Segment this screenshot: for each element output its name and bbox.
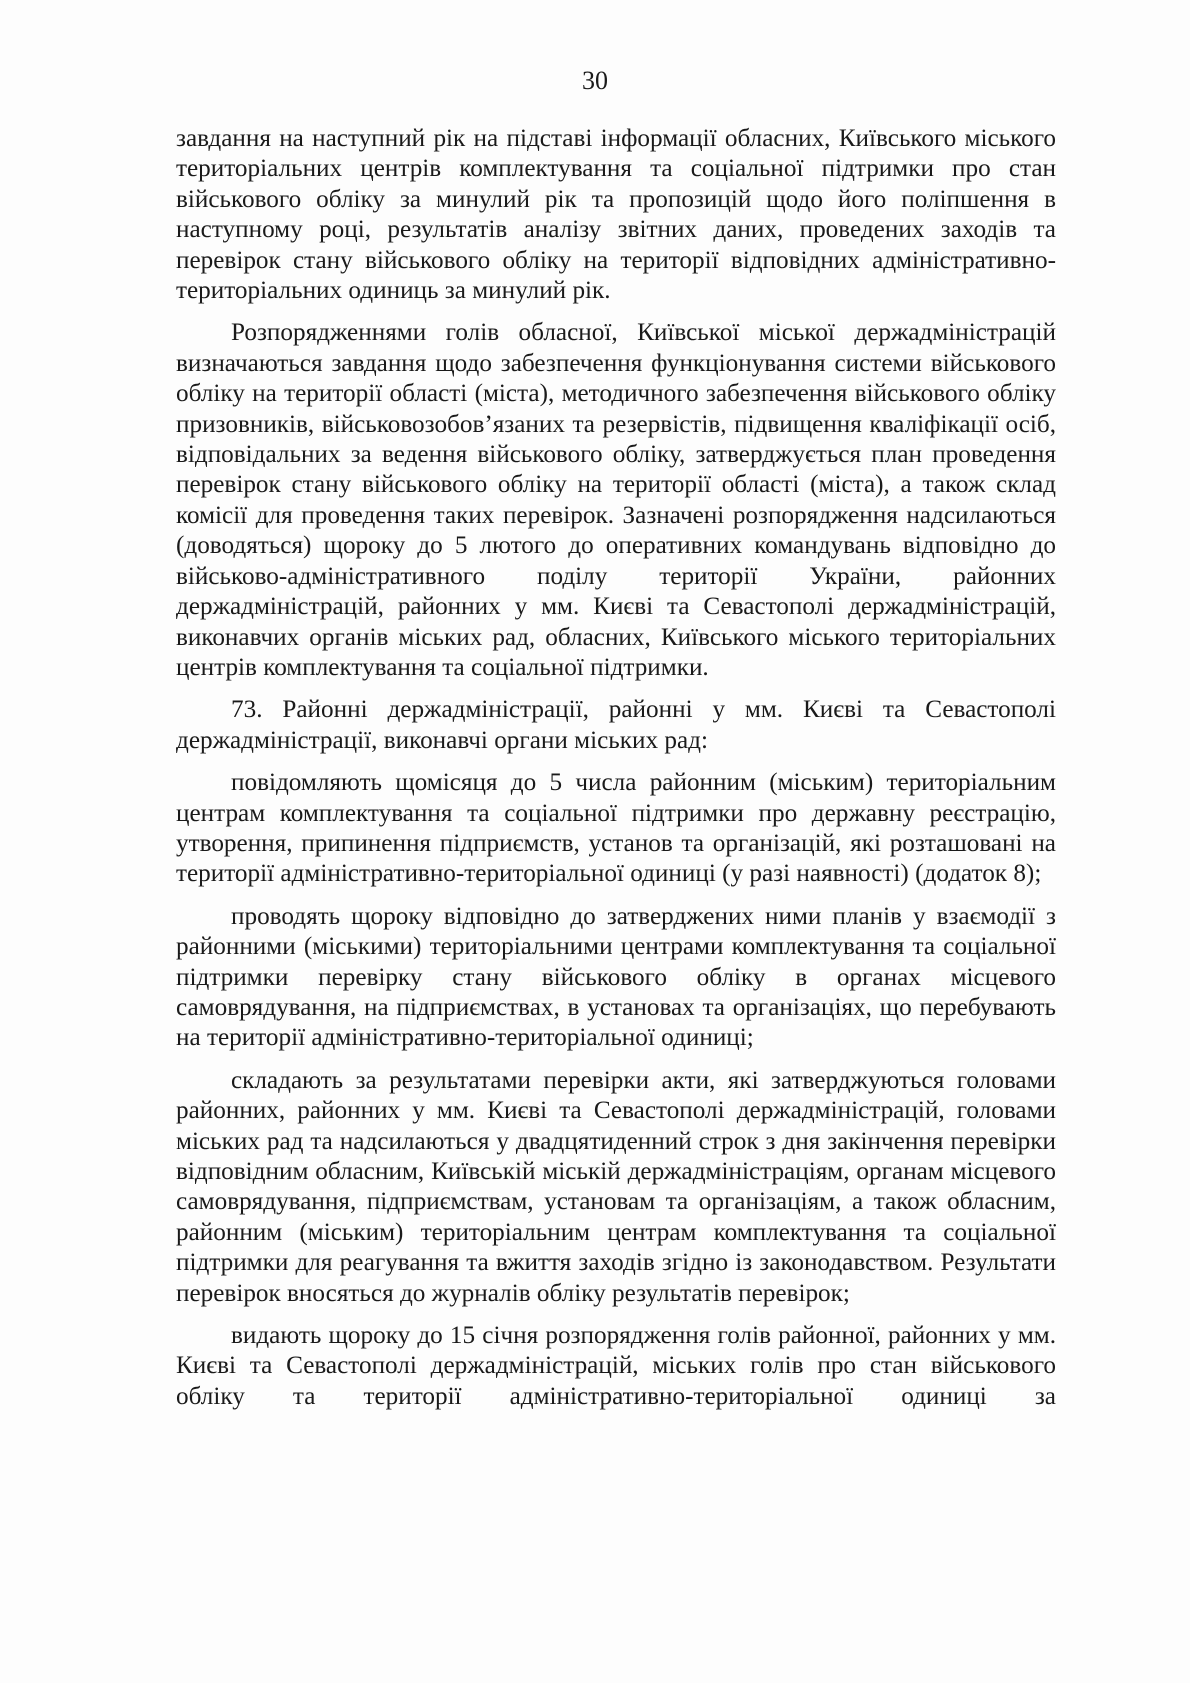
page-number: 30 <box>582 66 608 95</box>
paragraph-acts: складають за результатами перевірки акти, які затверджуються головами районних, районних у мм. Києві та Севастополі держадміністрацій, головами міських рад та надсилаються у двадцятиденний строк з дня закінчення перевірки відповідним обласним, Київській міській держадміністраціям, органам місцевого самоврядування, підприємствам, установам та організаціям, а також обласним, районним (міським) територіальним центрам комплектування та соціальної підтримки для реагування та вжиття заходів згідно із законодавством. Результати перевірок вносяться до журналів обліку результатів перевірок; <box>176 1066 1056 1307</box>
document-body <box>176 124 1056 1424</box>
paragraph-item-73: 73. Районні держадміністрації, районні у мм. Києві та Севастополі держадміністрації, виконавчі органи міських рад: <box>176 696 1056 754</box>
paragraph-orders-annual: видають щороку до 15 січня розпорядження голів районної, районних у мм. Києві та Севастополі держадміністрацій, міських голів про стан військового обліку та території адміністративно-територіальної одиниці за <box>176 1322 1056 1410</box>
paragraph-notify: повідомляють щомісяця до 5 числа районним (міським) територіальним центрам комплектування та соціальної підтримки про державну реєстрацію, утворення, припинення підприємств, установ та організацій, які розташовані на території адміністративно-територіальної одиниці (у разі наявності) (додаток 8); <box>176 769 1056 888</box>
paragraph-orders: Розпорядженнями голів обласної, Київської міської держадміністрацій визначаються завдання щодо забезпечення функціонування системи військового обліку на території області (міста), методичного забезпечення військового обліку призовників, військовозобов’язаних та резервістів, підвищення кваліфікації осіб, відповідальних за ведення військового обліку, затверджується план проведення перевірок стану військового обліку на території області (міста), а також склад комісії для проведення таких перевірок. Зазначені розпорядження надсилаються (доводяться) щороку до 5 лютого до оперативних командувань відповідно до військово-адміністративного поділу території України, районних держадміністрацій, районних у мм. Києві та Севастополі держадміністрацій, виконавчих органів міських рад, обласних, Київського міського територіальних центрів комплектування та соціальної підтримки. <box>176 319 1056 681</box>
paragraph-inspections: проводять щороку відповідно до затверджених ними планів у взаємодії з районними (міськими) територіальними центрами комплектування та соціальної підтримки перевірку стану військового обліку в органах місцевого самоврядування, на підприємствах, в установах та організаціях, що перебувають на території адміністративно-територіальної одиниці; <box>176 902 1056 1052</box>
paragraph-continuation: завдання на наступний рік на підставі інформації обласних, Київського міського територіальних центрів комплектування та соціальної підтримки про стан військового обліку за минулий рік та пропозицій щодо його поліпшення в наступному році, результатів аналізу звітних даних, проведених заходів та перевірок стану військового обліку на території відповідних адміністративно-територіальних одиниць за минулий рік. <box>176 125 1056 305</box>
